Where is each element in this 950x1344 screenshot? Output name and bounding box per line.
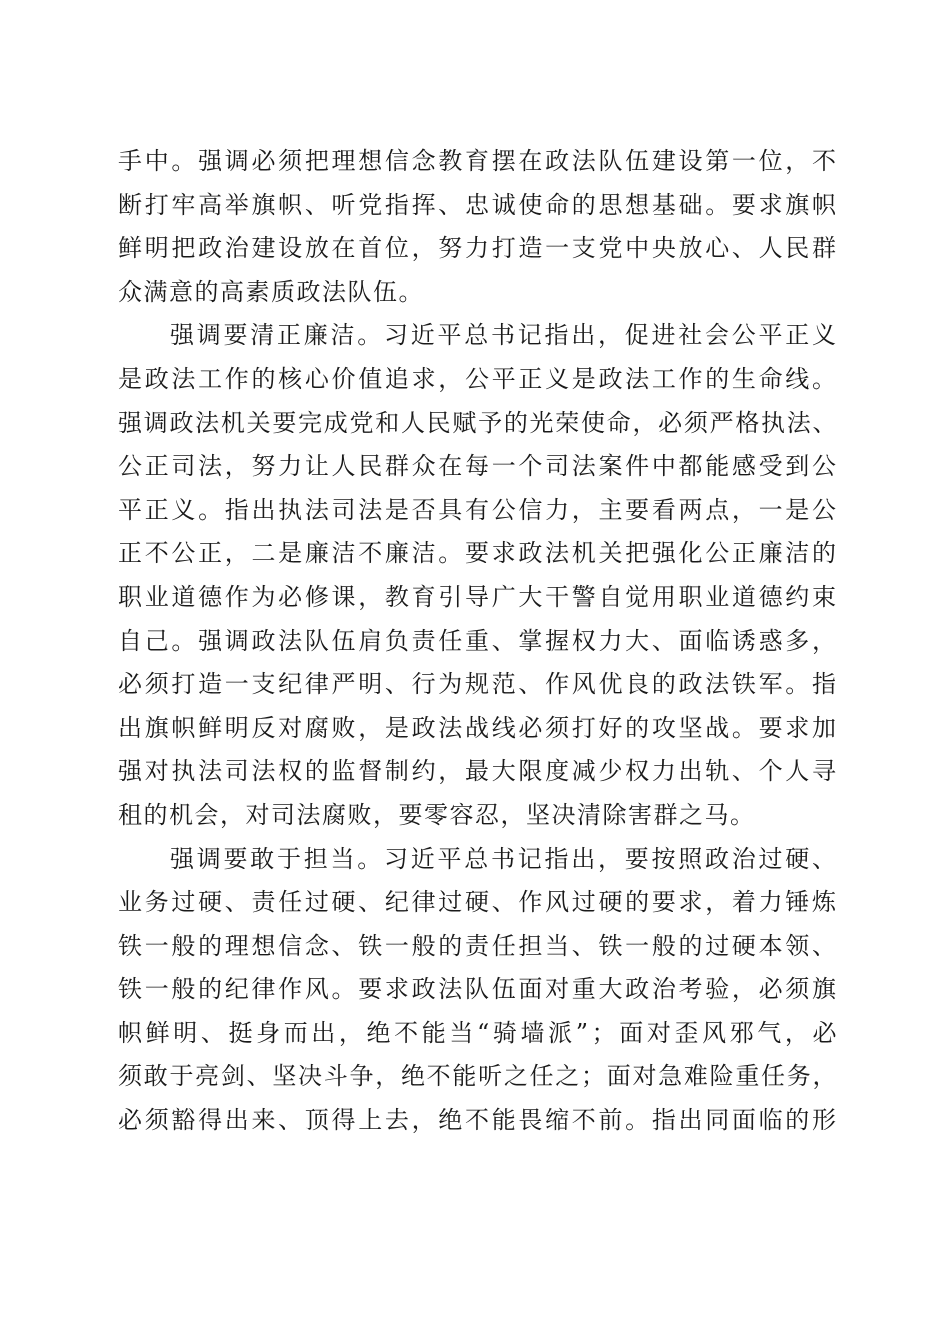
paragraph-first-line: 强调要敢于担当。习近平总书记指出，要按照政治过硬、: [170, 844, 839, 873]
text-line: 帜鲜明、挺身而出，绝不能当“骑墙派”；面对歪风邪气，必: [118, 1018, 841, 1047]
text-line: 强对执法司法权的监督制约，最大限度减少权力出轨、个人寻: [118, 757, 839, 786]
text-line: 断打牢高举旗帜、听党指挥、忠诚使命的思想基础。要求旗帜: [118, 190, 839, 219]
text-line: 自己。强调政法队伍肩负责任重、掌握权力大、面临诱惑多，: [118, 626, 839, 655]
text-line: 必须豁得出来、顶得上去，绝不能畏缩不前。指出同面临的形: [118, 1106, 839, 1135]
text-line: 铁一般的理想信念、铁一般的责任担当、铁一般的过硬本领、: [118, 931, 839, 960]
text-line: 铁一般的纪律作风。要求政法队伍面对重大政治考验，必须旗: [118, 975, 839, 1004]
paragraph-first-line: 强调要清正廉洁。习近平总书记指出，促进社会公平正义: [170, 321, 839, 350]
text-line: 公正司法，努力让人民群众在每一个司法案件中都能感受到公: [118, 452, 839, 481]
text-line: 租的机会，对司法腐败，要零容忍，坚决清除害群之马。: [118, 800, 756, 829]
text-line: 须敢于亮剑、坚决斗争，绝不能听之任之；面对急难险重任务，: [118, 1062, 839, 1091]
text-line: 正不公正，二是廉洁不廉洁。要求政法机关把强化公正廉洁的: [118, 539, 839, 568]
text-line: 众满意的高素质政法队伍。: [118, 277, 424, 306]
text-line: 业务过硬、责任过硬、纪律过硬、作风过硬的要求，着力锤炼: [118, 888, 839, 917]
text-line: 职业道德作为必修课，教育引导广大干警自觉用职业道德约束: [118, 582, 839, 611]
text-line: 强调政法机关要完成党和人民赋予的光荣使命，必须严格执法、: [118, 408, 839, 437]
text-line: 出旗帜鲜明反对腐败，是政法战线必须打好的攻坚战。要求加: [118, 713, 839, 742]
text-line: 必须打造一支纪律严明、行为规范、作风优良的政法铁军。指: [118, 670, 839, 699]
document-body: [118, 140, 841, 1143]
text-line: 鲜明把政治建设放在首位，努力打造一支党中央放心、人民群: [118, 234, 839, 263]
text-line: 手中。强调必须把理想信念教育摆在政法队伍建设第一位，不: [118, 147, 839, 175]
text-line: 是政法工作的核心价值追求，公平正义是政法工作的生命线。: [118, 364, 839, 393]
text-line: 平正义。指出执法司法是否具有公信力，主要看两点，一是公: [118, 495, 839, 524]
